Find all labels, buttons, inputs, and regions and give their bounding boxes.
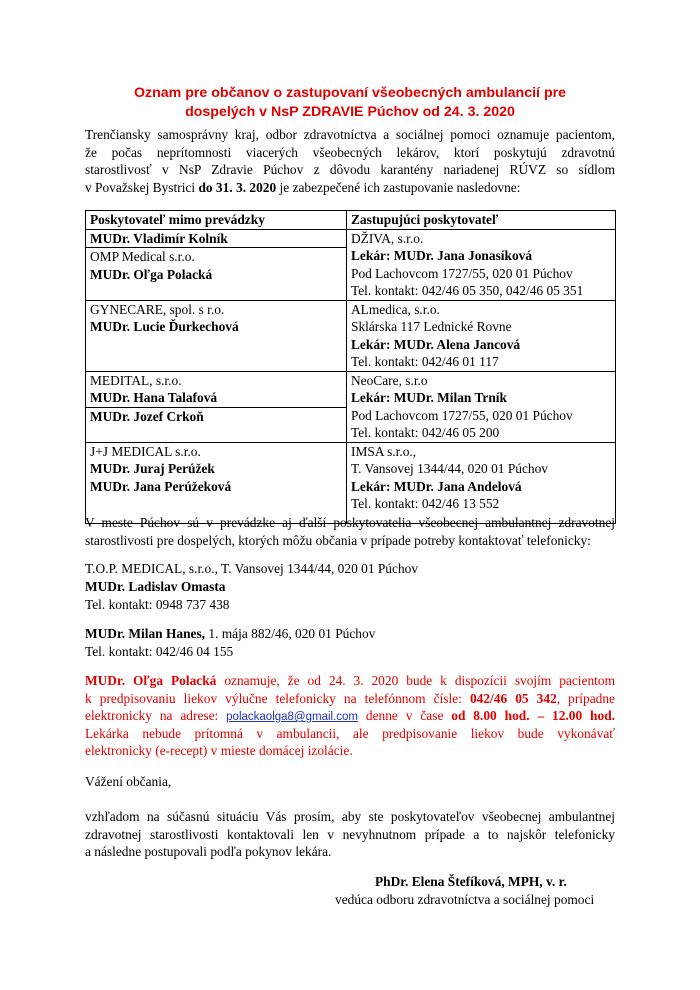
intro-line-4-post: je zabezpečené ich zastupovanie nasledovne: <box>276 179 521 195</box>
substitute-company: NeoCare, s.r.o <box>351 372 428 388</box>
absent-provider-cell <box>86 300 347 371</box>
provider-top-medical <box>85 560 615 614</box>
intro-line-2: že počas neprítomnosti viacerých všeobecných lekárov, ktorí poskytujú zdravotnú <box>85 144 615 160</box>
substitution-table <box>85 210 616 524</box>
intro-line-3: starostlivosť v NsP Zdravie Púchov z dôvodu karantény nariadenej RÚVZ so sídlom <box>85 162 615 177</box>
substitute-phone: Tel. kontakt: 042/46 05 350, 042/46 05 351 <box>351 283 584 298</box>
header-substitute-provider: Zastupujúci poskytovateľ <box>347 211 616 230</box>
substitute-address: Sklárska 117 Lednické Rovne <box>351 319 512 334</box>
notice-line-2 <box>85 690 615 708</box>
provider-hanes-line <box>85 625 615 643</box>
header-absent-provider: Poskytovateľ mimo prevádzky <box>86 211 347 230</box>
intro-line-1: Trenčiansky samosprávny kraj, odbor zdravotníctva a sociálnej pomoci oznamuje pacientom, <box>85 127 615 142</box>
cell-divider <box>86 407 346 426</box>
substitute-doctor: Lekár: MUDr. Milan Trník <box>351 390 507 405</box>
absent-company: GYNECARE, spol. s r.o. <box>90 301 225 317</box>
intro-paragraph <box>85 126 615 196</box>
substitute-doctor: Lekár: MUDr. Jana Andelová <box>351 478 522 494</box>
absent-company: MEDITAL, s.r.o. <box>90 372 182 388</box>
substitute-address: T. Vansovej 1344/44, 020 01 Púchov <box>351 461 549 476</box>
intro-line-4-pre: v Považskej Bystrici <box>85 179 199 195</box>
absent-doctor: MUDr. Hana Talafová <box>90 390 218 405</box>
absent-doctor: MUDr. Vladimír Kolník <box>90 230 228 246</box>
notice-doctor: MUDr. Oľga Polacká <box>85 673 217 688</box>
notice-text: oznamuje, že od 24. 3. 2020 bude k dispozícii svojím pacientom <box>216 673 615 688</box>
absent-doctor: MUDr. Oľga Polacká <box>90 266 213 282</box>
absent-doctor: MUDr. Lucie Ďurkechová <box>90 319 239 334</box>
substitute-address: Pod Lachovcom 1727/55, 020 01 Púchov <box>351 265 573 281</box>
absent-provider-cell <box>86 371 347 442</box>
absent-company: OMP Medical s.r.o. <box>90 249 195 264</box>
provider-hanes <box>85 625 615 661</box>
other-line-1: V meste Púchov sú v prevádzke aj ďalší poskytovatelia všeobecnej ambulantnej zdravotnej <box>85 515 615 530</box>
substitute-doctor: Lekár: MUDr. Jana Jonasíková <box>351 248 533 263</box>
provider-phone: Tel. kontakt: 042/46 04 155 <box>85 644 234 659</box>
document-title <box>85 84 615 122</box>
cell-divider <box>86 247 346 283</box>
title-line-1: Oznam pre občanov o zastupovaní všeobecných ambulancií pre <box>133 85 567 101</box>
closing-paragraph <box>85 808 615 861</box>
provider-doctor: MUDr. Ladislav Omasta <box>85 579 226 594</box>
polacka-notice <box>85 672 615 760</box>
signature-block <box>335 873 625 909</box>
table-row <box>86 371 616 442</box>
table-header-row <box>86 211 616 230</box>
substitute-address: Pod Lachovcom 1727/55, 020 01 Púchov <box>351 407 573 423</box>
absent-doctor: MUDr. Juraj Perúžek <box>90 461 215 476</box>
title-line-2: dospelých v NsP ZDRAVIE Púchov od 24. 3. 2020 <box>185 104 515 120</box>
substitute-doctor: Lekár: MUDr. Alena Jancová <box>351 336 521 352</box>
substitute-provider-cell <box>347 442 616 523</box>
notice-line-4: Lekárka nebude prítomná v ambulancii, ale predpisovanie liekov bude vykonávať <box>85 725 615 741</box>
other-line-2: starostlivosti pre dospelých, ktorých môžu občania v prípade potreby kontaktovať telefonicky: <box>85 532 591 548</box>
substitute-company: DŽIVA, s.r.o. <box>351 230 424 246</box>
absent-doctor: MUDr. Jana Perúžeková <box>90 478 232 494</box>
notice-line-1 <box>85 672 615 690</box>
notice-phone: 042/46 05 342 <box>469 690 557 706</box>
greeting: Vážení občania, <box>85 774 172 789</box>
notice-text: k predpisovaniu liekov výlučne telefonicky na telefónnom čísle: <box>85 690 470 706</box>
intro-deadline: do 31. 3. 2020 <box>198 179 277 195</box>
absent-provider-cell <box>86 442 347 523</box>
substitute-phone: Tel. kontakt: 042/46 05 200 <box>351 425 500 440</box>
notice-line-5: elektronicky (e-recept) v mieste domácej izolácie. <box>85 743 353 758</box>
provider-address: 1. mája 882/46, 020 01 Púchov <box>205 626 376 641</box>
substitute-provider-cell <box>347 229 616 300</box>
substitute-provider-cell <box>347 371 616 442</box>
absent-company: J+J MEDICAL s.r.o. <box>90 443 201 459</box>
provider-phone: Tel. kontakt: 0948 737 438 <box>85 597 230 612</box>
notice-text: elektronicky na adrese: <box>85 708 227 723</box>
notice-email-link[interactable]: polackaolga8@gmail.com <box>226 711 359 723</box>
absent-provider-cell <box>86 229 347 300</box>
table-row <box>86 442 616 523</box>
intro-line-4 <box>85 179 615 197</box>
closing-line-3: a následne postupovali podľa pokynov lekára. <box>85 844 332 859</box>
notice-line-3 <box>85 707 615 725</box>
substitute-provider-cell <box>347 300 616 371</box>
provider-address: T.O.P. MEDICAL, s.r.o., T. Vansovej 1344/44, 020 01 Púchov <box>85 561 419 576</box>
notice-text: , prípadne <box>556 690 615 706</box>
other-providers-paragraph <box>85 514 615 549</box>
substitute-phone: Tel. kontakt: 042/46 01 117 <box>351 354 499 369</box>
closing-line-2: zdravotnej starostlivosti kontaktovali len v nevyhnutnom prípade a to najskôr telefonicky <box>85 826 615 842</box>
signature-role: vedúca odboru zdravotníctva a sociálnej pomoci <box>335 892 595 907</box>
notice-hours: od 8.00 hod. – 12.00 hod. <box>451 708 615 723</box>
substitute-company: IMSA s.r.o., <box>351 443 417 459</box>
absent-doctor: MUDr. Jozef Crkoň <box>90 408 204 424</box>
substitute-company: ALmedica, s.r.o. <box>351 301 440 317</box>
notice-text: denne v čase <box>358 708 452 723</box>
table-row <box>86 300 616 371</box>
closing-line-1: vzhľadom na súčasnú situáciu Vás prosím, aby ste poskytovateľov všeobecnej ambulantnej <box>85 809 615 824</box>
signature-name: PhDr. Elena Štefíková, MPH, v. r. <box>375 874 567 889</box>
provider-doctor: MUDr. Milan Hanes, <box>85 626 206 641</box>
substitute-phone: Tel. kontakt: 042/46 13 552 <box>351 496 500 511</box>
table-row <box>86 229 616 300</box>
